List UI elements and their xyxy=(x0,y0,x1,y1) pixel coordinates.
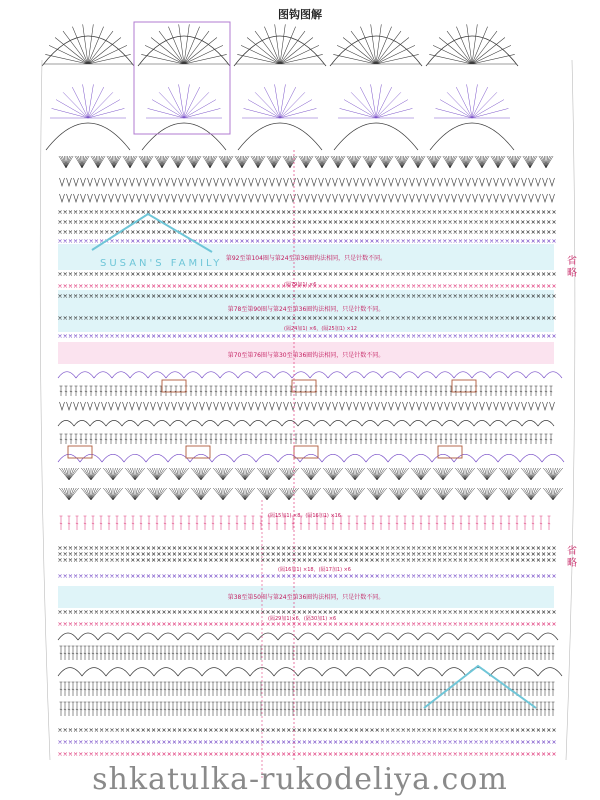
sc-row-accent xyxy=(59,335,556,338)
v-stitch-row xyxy=(60,402,555,410)
watermark-text: SUSAN'S FAMILY xyxy=(100,258,223,269)
dc-row xyxy=(60,386,553,396)
note-rows-92-104: 第92至第104圈与第24至第36圈钩法相同，只是针数不同。 xyxy=(225,255,387,262)
shell-row xyxy=(59,468,563,480)
sc-row xyxy=(59,611,556,614)
website-watermark: shkatulka-rukodeliya.com xyxy=(92,762,508,797)
top-fan xyxy=(236,24,324,64)
sc-row-accent xyxy=(59,240,556,243)
note-rows-78-90: 第78至第90圈与第24至第36圈钩法相同，只是针数不同。 xyxy=(227,306,385,313)
sc-row xyxy=(59,729,556,732)
marker-box xyxy=(68,446,92,458)
count-label-2: (隔24加1) ×6，(隔25加1) ×12 xyxy=(284,326,357,332)
top-scallop-edge xyxy=(138,36,230,66)
dc-row xyxy=(60,702,555,716)
count-label-3: (隔15加1) ×8，(隔16加1) ×16 xyxy=(268,513,341,519)
top-fan xyxy=(140,24,228,64)
right-edge-curve xyxy=(566,60,575,760)
left-edge-curve xyxy=(40,60,50,760)
top-fan xyxy=(44,24,132,64)
top-fan xyxy=(428,24,516,64)
top-fan xyxy=(332,24,420,64)
chain-arch-row xyxy=(58,633,558,640)
pineapple-mid xyxy=(338,84,414,118)
v-stitch-row xyxy=(60,194,555,202)
pineapple-arc xyxy=(334,123,418,150)
sc-row xyxy=(59,295,556,298)
page-title: 图钩图解 xyxy=(278,8,322,21)
pineapple-arc xyxy=(46,123,130,150)
dc-row xyxy=(60,434,553,444)
sc-row-accent xyxy=(59,575,556,578)
top-scallop-edge xyxy=(330,36,422,66)
count-label-1: (隔79加1) ×6 xyxy=(284,282,317,288)
sc-row-accent xyxy=(59,741,556,744)
sc-row xyxy=(59,231,556,234)
note-rows-38-50: 第38至第50圈与第24至第36圈钩法相同，只是针数不同。 xyxy=(227,594,385,601)
dc-row xyxy=(60,646,555,660)
sc-row xyxy=(59,273,556,276)
marker-box xyxy=(438,446,462,458)
sc-row-accent xyxy=(59,623,556,626)
sc-row xyxy=(59,553,556,556)
count-label-4: (隔16加1) ×18，(隔17加1) ×6 xyxy=(278,567,351,573)
top-scallop-edge xyxy=(426,36,518,66)
sc-row xyxy=(59,211,556,214)
sc-row xyxy=(59,547,556,550)
shell-row xyxy=(59,488,563,500)
side-label-omitted-1: 省略 xyxy=(567,256,577,279)
side-label-omitted-2: 省略 xyxy=(567,546,577,569)
pineapple-arc xyxy=(430,123,514,150)
top-scallop-edge xyxy=(234,36,326,66)
v-stitch-row xyxy=(60,178,555,186)
count-label-5: (隔29加1)×6，(隔30加1) ×6 xyxy=(268,616,337,622)
sc-row xyxy=(59,559,556,562)
pineapple-mid xyxy=(146,84,222,118)
chain-arch-row xyxy=(58,372,562,378)
pineapple-mid xyxy=(50,84,126,118)
shell-row xyxy=(59,156,553,168)
chain-arch-row xyxy=(58,420,554,426)
pineapple-mid xyxy=(434,84,510,118)
pineapple-mid xyxy=(242,84,318,118)
sc-row-accent xyxy=(59,753,556,756)
note-rows-70-76: 第70至第76圈与第30至第36圈钩法相同，只是针数不同。 xyxy=(227,352,385,359)
pineapple-arc xyxy=(142,123,226,150)
sc-row xyxy=(59,317,556,320)
top-scallop-edge xyxy=(42,36,134,66)
dc-row xyxy=(60,682,555,696)
pineapple-arc xyxy=(238,123,322,150)
